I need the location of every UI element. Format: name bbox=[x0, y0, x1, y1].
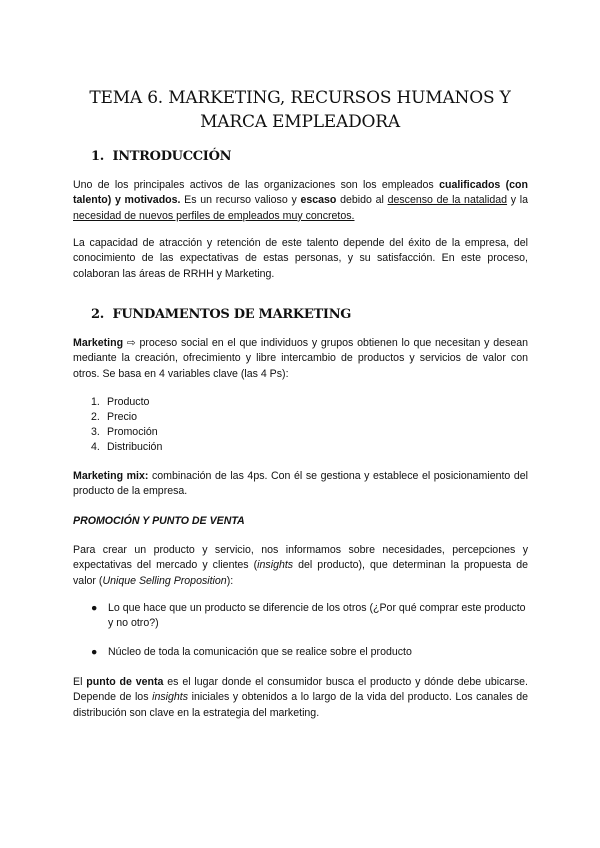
italic-run: insights bbox=[152, 691, 189, 704]
intro-paragraph-1 bbox=[73, 178, 528, 224]
text-run: Es un recurso valioso y bbox=[180, 194, 301, 207]
list-item bbox=[91, 410, 162, 425]
four-ps-list bbox=[91, 395, 162, 455]
page-title bbox=[60, 86, 540, 134]
bold-run: escaso bbox=[300, 194, 337, 207]
bullet-icon: ● bbox=[91, 602, 98, 614]
bullet-text: Lo que hace que un producto se diferencie de los otros (¿Por qué comprar este producto y no otro?) bbox=[108, 602, 526, 630]
list-number: 3. bbox=[91, 426, 100, 438]
bold-run: Marketing mix: bbox=[73, 470, 149, 482]
underlined-run: necesidad de nuevos perfiles de empleados muy concretos. bbox=[73, 209, 355, 222]
bold-run: punto de venta bbox=[86, 676, 164, 688]
text-run: y la bbox=[507, 194, 529, 207]
text-run: ): bbox=[226, 574, 234, 587]
title-line-1: TEMA 6. MARKETING, RECURSOS HUMANOS Y bbox=[89, 88, 511, 108]
section-heading-introduccion bbox=[91, 149, 231, 164]
list-number: 4. bbox=[91, 441, 100, 453]
section-title: FUNDAMENTOS DE MARKETING bbox=[112, 307, 352, 322]
marketing-definition bbox=[73, 336, 528, 382]
text-run: debido al bbox=[336, 194, 388, 207]
section-title: INTRODUCCIÓN bbox=[112, 149, 232, 164]
list-item bbox=[91, 395, 162, 410]
list-label: Producto bbox=[107, 396, 150, 408]
list-number: 2. bbox=[91, 411, 100, 423]
text-run: El bbox=[73, 676, 87, 688]
arrow-icon: ⇨ bbox=[123, 337, 140, 349]
text-run: Uno de los principales activos de las organizaciones son los empleados bbox=[73, 179, 440, 191]
marketing-mix-paragraph bbox=[73, 469, 528, 500]
text-run: del producto), que determinan la propuesta de valor ( bbox=[73, 559, 529, 587]
bullet-item bbox=[91, 645, 528, 660]
bullet-text: Núcleo de toda la comunicación que se realice sobre el producto bbox=[108, 646, 412, 658]
underlined-run: descenso de la natalidad bbox=[387, 194, 508, 207]
promocion-paragraph-1 bbox=[73, 543, 528, 589]
list-label: Promoción bbox=[107, 426, 158, 438]
intro-paragraph-2: La capacidad de atracción y retención de este talento depende del éxito de la empresa, del conocimiento de las expectativas de estas personas, y su satisfacción. En este proceso, colaboran las áreas de RRHH y Marketing. bbox=[73, 237, 528, 280]
section-number: 2. bbox=[91, 307, 104, 322]
list-item bbox=[91, 440, 162, 455]
italic-run: insights bbox=[257, 559, 294, 572]
list-number: 1. bbox=[91, 396, 100, 408]
list-label: Distribución bbox=[107, 441, 163, 453]
bold-run: cualificados (con talento) y motivados. bbox=[73, 179, 529, 207]
punto-de-venta-paragraph bbox=[73, 675, 528, 721]
section-number: 1. bbox=[91, 149, 104, 164]
subheading-promocion: PROMOCIÓN Y PUNTO DE VENTA bbox=[73, 515, 245, 527]
section-heading-fundamentos bbox=[91, 307, 351, 322]
bold-run: Marketing bbox=[73, 337, 124, 349]
text-run: Para crear un producto y servicio, nos informamos sobre necesidades, percepciones y expectativas del mercado y clientes ( bbox=[73, 544, 528, 572]
title-line-2: MARCA EMPLEADORA bbox=[200, 112, 400, 132]
text-run: combinación de las 4ps. Con él se gestiona y establece el posicionamiento del producto de la empresa. bbox=[73, 470, 529, 498]
bullet-item bbox=[91, 601, 528, 632]
bullet-icon: ● bbox=[91, 646, 98, 658]
list-label: Precio bbox=[107, 411, 138, 423]
text-run: proceso social en el que individuos y grupos obtienen lo que necesitan y desean mediante la creación, ofrecimiento y libre intercambio de productos y servicios de valor con otros. Se basa en 4 variables clave (las 4 Ps): bbox=[73, 337, 528, 380]
text-run: iniciales y obtenidos a lo largo de la vida del producto. Los canales de distribución son clave en la estrategia del marketing. bbox=[73, 691, 528, 719]
list-item bbox=[91, 425, 162, 440]
text-run: es el lugar donde el consumidor busca el producto y dónde debe ubicarse. Depende de los bbox=[73, 676, 528, 704]
italic-run: Unique Selling Proposition bbox=[102, 574, 227, 587]
